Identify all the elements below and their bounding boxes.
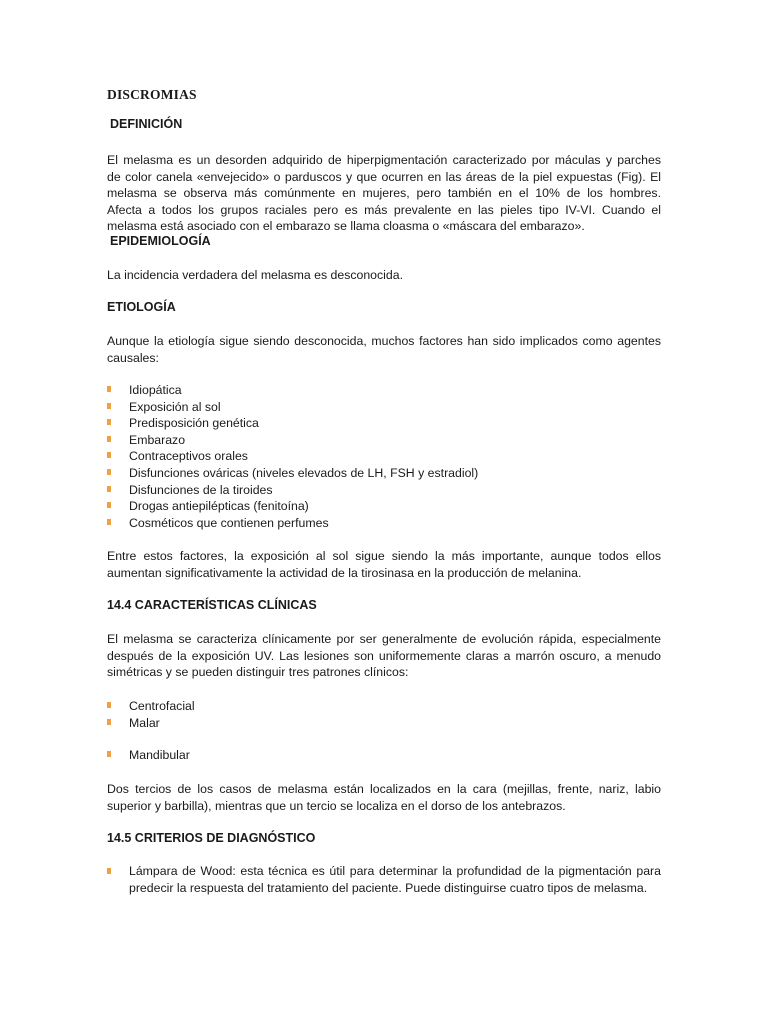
list-item: Disfunciones de la tiroides	[107, 482, 478, 499]
text-line: La incidencia verdadera del melasma es desconocida.	[107, 268, 403, 282]
text-line: Afecta a todos los grupos raciales pero es más prevalente en las pieles tipo IV-VI. Cuando el	[107, 202, 661, 217]
list-item: Predisposición genética	[107, 415, 478, 432]
bullet-icon	[107, 469, 111, 475]
bullet-icon	[107, 751, 111, 757]
bullet-icon	[107, 452, 111, 458]
list-item: Idiopática	[107, 382, 478, 399]
bullet-icon	[107, 436, 111, 442]
clinical-pattern-list-2	[107, 747, 190, 764]
paragraph-clinicas-outro	[107, 781, 661, 814]
text-line: Aunque la etiología sigue siendo desconocida, muchos factores han sido implicados como agentes	[107, 334, 661, 348]
heading-epidemiologia: EPIDEMIOLOGÍA	[110, 234, 211, 248]
text-line: Entre estos factores, la exposición al sol sigue siendo la más importante, aunque todos ellos	[107, 549, 661, 563]
heading-definicion: DEFINICIÓN	[110, 117, 183, 131]
text-line: El melasma se caracteriza clínicamente por ser generalmente de evolución rápida, especialmente	[107, 632, 661, 646]
paragraph-etiologia-outro	[107, 548, 661, 581]
paragraph-clinicas-intro	[107, 631, 661, 681]
list-item: Malar	[107, 715, 195, 732]
heading-caracteristicas-clinicas: 14.4 CARACTERÍSTICAS CLÍNICAS	[107, 598, 317, 612]
bullet-icon	[107, 502, 111, 508]
list-item: Exposición al sol	[107, 399, 478, 416]
text-line: melasma está asociado con el embarazo se llama cloasma o «máscara del embarazo».	[107, 219, 585, 234]
heading-criterios-diagnostico: 14.5 CRITERIOS DE DIAGNÓSTICO	[107, 831, 316, 845]
list-item: Disfunciones ováricas (niveles elevados de LH, FSH y estradiol)	[107, 465, 478, 482]
bullet-icon	[107, 419, 111, 425]
bullet-icon	[107, 702, 111, 708]
bullet-icon	[107, 386, 111, 392]
list-item: Drogas antiepilépticas (fenitoína)	[107, 498, 478, 515]
bullet-icon	[107, 403, 111, 409]
text-line: predecir la respuesta del tratamiento del paciente. Puede distinguirse cuatro tipos de melasma.	[129, 880, 648, 895]
bullet-icon	[107, 486, 111, 492]
text-line: superior y barbilla), mientras que un tercio se localiza en el dorso de los antebrazos.	[107, 798, 566, 813]
bullet-icon	[107, 719, 111, 725]
text-line: causales:	[107, 350, 159, 365]
paragraph-definicion	[107, 152, 661, 235]
paragraph-epidemiologia	[107, 267, 661, 284]
list-item: Embarazo	[107, 432, 478, 449]
bullet-icon	[107, 868, 111, 874]
text-line: melasma se observa más comúnmente en mujeres, pero también en el 10% de los hombres.	[107, 186, 661, 201]
list-item: Centrofacial	[107, 698, 195, 715]
etiologia-factor-list	[107, 382, 478, 531]
paragraph-etiologia-intro	[107, 333, 661, 366]
list-item: Cosméticos que contienen perfumes	[107, 515, 478, 532]
bullet-icon	[107, 519, 111, 525]
heading-etiologia: ETIOLOGÍA	[107, 300, 176, 314]
text-line: Dos tercios de los casos de melasma están localizados en la cara (mejillas, frente, nariz, labio	[107, 782, 661, 796]
list-item: Mandibular	[107, 747, 190, 764]
diagnostic-item	[107, 863, 661, 896]
clinical-pattern-list	[107, 698, 195, 731]
document-title: DISCROMIAS	[107, 87, 197, 102]
text-line: Lámpara de Wood: esta técnica es útil para determinar la profundidad de la pigmentación para	[129, 864, 661, 878]
list-item: Contraceptivos orales	[107, 448, 478, 465]
text-line: El melasma es un desorden adquirido de hiperpigmentación caracterizado por máculas y parches	[107, 153, 661, 167]
text-line: simétricas y se pueden distinguir tres patrones clínicos:	[107, 665, 409, 680]
text-line: aumentan significativamente la actividad de la tirosinasa en la producción de melanina.	[107, 565, 582, 580]
text-line: después de la exposición UV. Las lesiones son uniformemente claras a marrón oscuro, a menudo	[107, 648, 661, 663]
text-line: de color canela «envejecido» o parduscos y que ocurren en las áreas de la piel expuestas (Fig). El	[107, 169, 661, 184]
